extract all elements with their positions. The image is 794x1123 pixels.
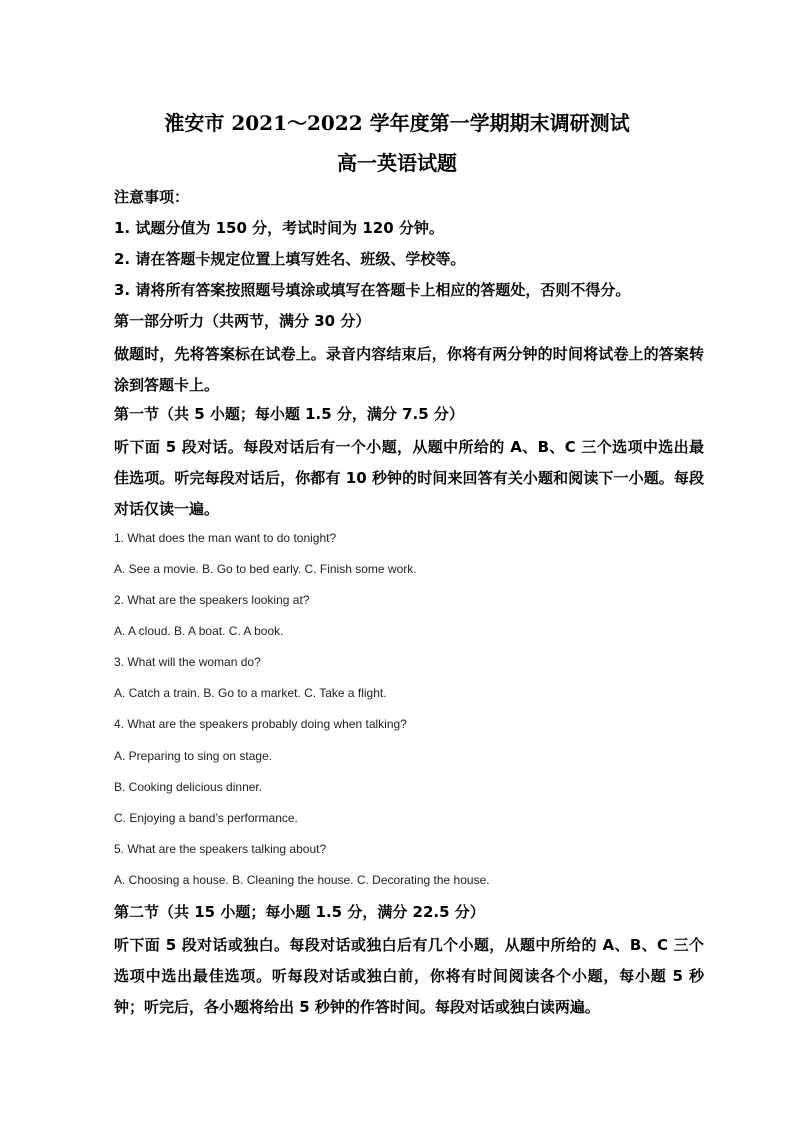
answer-options: A. Catch a train. B. Go to a market. C. Take a flight. (114, 686, 387, 700)
answer-options: A. Choosing a house. B. Cleaning the house. C. Decorating the house. (114, 873, 490, 887)
notice-heading: 注意事项： (114, 188, 190, 206)
section2-instruction: 听下面 5 段对话或独白。每段对话或独白后有几个小题，从题中所给的 A、B、C 三个选项中选出最佳选项。听每段对话或独白前，你将有时间阅读各个小题，每小题 5 秒钟；听完后，各小题将给出 5 秒钟的作答时间。每段对话或独白读两遍。 (114, 936, 704, 1016)
answer-option: B. Cooking delicious dinner. (114, 780, 263, 794)
answer-options: A. A cloud. B. A boat. C. A book. (114, 624, 284, 638)
notice-item: 1. 试题分值为 150 分，考试时间为 120 分钟。 (114, 219, 444, 237)
notice-item: 3. 请将所有答案按照题号填涂或填写在答题卡上相应的答题处，否则不得分。 (114, 281, 631, 299)
notice-item: 2. 请在答题卡规定位置上填写姓名、班级、学校等。 (114, 250, 466, 268)
question-line: 4. What are the speakers probably doing when talking? (114, 717, 407, 731)
exam-title: 淮安市 2021～2022 学年度第一学期期末调研测试 (164, 111, 630, 135)
part1-heading: 第一部分听力（共两节，满分 30 分） (114, 312, 371, 330)
exam-subtitle: 高一英语试题 (337, 151, 457, 175)
question-line: 1. What does the man want to do tonight? (114, 531, 337, 545)
question-line: 3. What will the woman do? (114, 655, 261, 669)
section2-heading: 第二节（共 15 小题；每小题 1.5 分，满分 22.5 分） (114, 903, 485, 921)
section1-instruction: 听下面 5 段对话。每段对话后有一个小题，从题中所给的 A、B、C 三个选项中选出最佳选项。听完每段对话后，你都有 10 秒钟的时间来回答有关小题和阅读下一小题。每段对话仅读一遍。 (114, 438, 704, 518)
answer-options: A. See a movie. B. Go to bed early. C. Finish some work. (114, 562, 417, 576)
question-line: 5. What are the speakers talking about? (114, 842, 327, 856)
answer-option: C. Enjoying a band’s performance. (114, 811, 298, 825)
question-line: 2. What are the speakers looking at? (114, 593, 310, 607)
part1-instruction: 做题时，先将答案标在试卷上。录音内容结束后，你将有两分钟的时间将试卷上的答案转涂到答题卡上。 (114, 345, 704, 394)
answer-option: A. Preparing to sing on stage. (114, 749, 273, 763)
section1-heading: 第一节（共 5 小题；每小题 1.5 分，满分 7.5 分） (114, 405, 464, 423)
